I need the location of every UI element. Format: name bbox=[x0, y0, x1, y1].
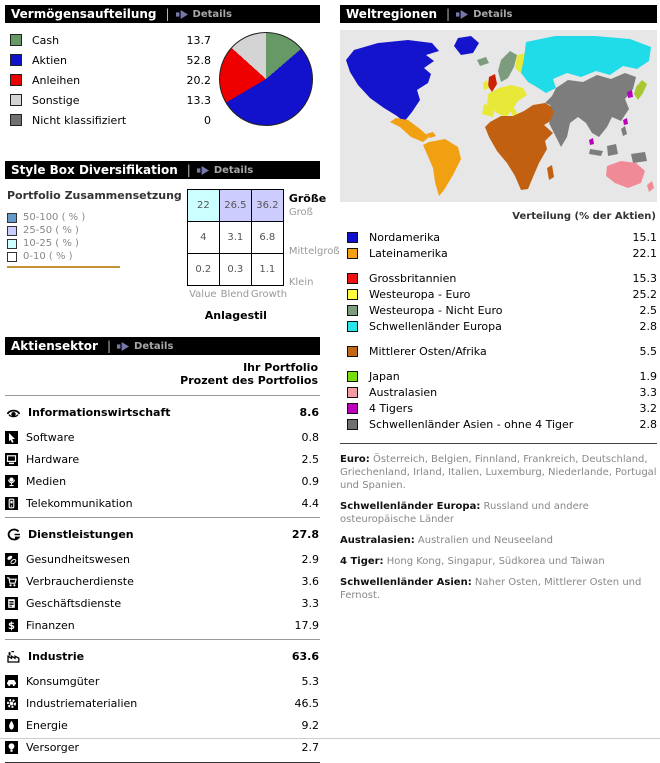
table-row bbox=[5, 426, 320, 448]
footnote-text: Naher Osten, Mittlerer Osten und Fernost. bbox=[340, 577, 642, 601]
divider bbox=[5, 517, 320, 518]
equity-sector-section bbox=[5, 337, 320, 763]
right-column bbox=[340, 5, 657, 610]
region-value: 1.9 bbox=[639, 369, 657, 383]
list-item bbox=[340, 343, 657, 359]
list-item bbox=[5, 50, 211, 70]
svg-text:$: $ bbox=[8, 620, 15, 632]
sector-details-link[interactable]: Details bbox=[117, 341, 173, 352]
footnote bbox=[340, 555, 657, 568]
sector-label: Medien bbox=[26, 474, 67, 488]
size-label-large: Groß bbox=[288, 207, 313, 218]
sector-label: Hardware bbox=[26, 452, 80, 466]
world-map bbox=[340, 30, 657, 202]
color-swatch bbox=[347, 403, 358, 414]
region-label: Nordamerika bbox=[369, 230, 440, 244]
size-label-small: Klein bbox=[288, 277, 314, 288]
table-row bbox=[5, 470, 320, 492]
asset-allocation-header bbox=[5, 5, 320, 23]
sector-group-value: 27.8 bbox=[291, 528, 319, 541]
region-legend-group bbox=[340, 229, 657, 261]
world-map-container bbox=[340, 30, 657, 205]
energy-icon bbox=[5, 719, 18, 732]
color-swatch bbox=[347, 273, 358, 284]
asset-value: 13.7 bbox=[186, 33, 211, 47]
style-box-cell: 3.1 bbox=[219, 222, 251, 254]
style-axis-labels bbox=[187, 289, 288, 300]
list-item bbox=[340, 384, 657, 400]
color-swatch bbox=[347, 248, 358, 259]
healthcare-icon bbox=[5, 553, 18, 566]
footnote bbox=[340, 500, 657, 526]
sector-group-label: Informationswirtschaft bbox=[28, 406, 171, 419]
business-services-icon bbox=[5, 597, 18, 610]
sector-label: Gesundheitswesen bbox=[26, 552, 131, 566]
list-item bbox=[340, 229, 657, 245]
color-swatch bbox=[10, 54, 22, 66]
asset-details-link[interactable]: Details bbox=[176, 9, 232, 20]
style-box-grid bbox=[187, 189, 340, 322]
footnote bbox=[340, 576, 657, 602]
color-swatch bbox=[347, 371, 358, 382]
footnote-term: Euro: bbox=[340, 454, 370, 465]
footnote-text: Australien und Neuseeland bbox=[417, 535, 553, 546]
region-value: 15.1 bbox=[632, 230, 657, 244]
region-label: Westeuropa - Euro bbox=[369, 287, 471, 301]
style-box-header bbox=[5, 161, 320, 179]
list-item bbox=[7, 211, 187, 224]
media-icon bbox=[5, 475, 18, 488]
style-box-cell: 1.1 bbox=[251, 254, 283, 286]
sector-value: 46.5 bbox=[294, 696, 319, 710]
software-icon bbox=[5, 431, 18, 444]
footnote-term: Schwellenländer Asien: bbox=[340, 577, 472, 588]
separator: | bbox=[446, 7, 451, 21]
details-arrow-icon bbox=[176, 10, 189, 19]
industrial-materials-icon bbox=[5, 697, 18, 710]
details-arrow-icon bbox=[456, 10, 469, 19]
sector-group-label: Dienstleistungen bbox=[28, 528, 134, 541]
list-item bbox=[5, 30, 211, 50]
region-label: Schwellenländer Asien - ohne 4 Tiger bbox=[369, 417, 574, 431]
table-row bbox=[5, 570, 320, 592]
sector-label: Verbraucherdienste bbox=[26, 574, 134, 588]
style-box-cell: 22 bbox=[187, 190, 219, 222]
asset-label: Nicht klassifiziert bbox=[32, 113, 127, 127]
color-swatch bbox=[10, 94, 22, 106]
section-title: Weltregionen bbox=[346, 7, 438, 21]
legend-label: 10-25 ( % ) bbox=[23, 238, 79, 249]
divider bbox=[340, 443, 657, 444]
list-item bbox=[7, 250, 187, 263]
table-row bbox=[5, 736, 320, 758]
region-label: 4 Tigers bbox=[369, 401, 413, 415]
footnote-text: Hong Kong, Singapur, Südkorea und Taiwan bbox=[386, 556, 605, 567]
list-item bbox=[340, 270, 657, 286]
sector-label: Industriematerialien bbox=[26, 696, 138, 710]
pie-chart-area bbox=[211, 30, 320, 130]
details-arrow-icon bbox=[197, 166, 210, 175]
style-box-body bbox=[5, 179, 340, 322]
asset-legend bbox=[5, 30, 211, 130]
style-label-growth: Growth bbox=[250, 289, 288, 300]
divider bbox=[5, 395, 320, 396]
color-swatch bbox=[347, 321, 358, 332]
sector-value: 4.4 bbox=[301, 496, 319, 510]
style-label-blend: Blend bbox=[220, 289, 250, 300]
asset-value: 52.8 bbox=[186, 53, 211, 67]
footnote-term: Schwellenländer Europa: bbox=[340, 501, 481, 512]
table-row bbox=[5, 670, 320, 692]
region-label: Lateinamerika bbox=[369, 246, 448, 260]
sector-label: Versorger bbox=[26, 740, 80, 754]
sector-label: Finanzen bbox=[26, 618, 75, 632]
sector-label: Geschäftsdienste bbox=[26, 596, 122, 610]
services-icon bbox=[5, 527, 22, 542]
table-row bbox=[5, 714, 320, 736]
list-item bbox=[5, 110, 211, 130]
list-item bbox=[7, 224, 187, 237]
sector-value: 2.7 bbox=[301, 740, 319, 754]
color-swatch bbox=[347, 232, 358, 243]
color-swatch bbox=[7, 239, 17, 249]
left-column bbox=[5, 5, 340, 763]
color-swatch bbox=[7, 226, 17, 236]
section-title: Aktiensektor bbox=[11, 339, 98, 353]
footnote bbox=[340, 534, 657, 547]
style-label-value: Value bbox=[189, 289, 217, 300]
legend-label: 25-50 ( % ) bbox=[23, 225, 79, 236]
region-value: 5.5 bbox=[639, 344, 657, 358]
telecom-icon bbox=[5, 497, 18, 510]
sector-label: Telekommunikation bbox=[26, 496, 133, 510]
region-label: Grossbritannien bbox=[369, 271, 457, 285]
asset-pie-chart bbox=[219, 32, 313, 126]
region-value: 2.8 bbox=[639, 417, 657, 431]
list-item bbox=[340, 286, 657, 302]
page-bottom-border bbox=[0, 738, 660, 739]
section-title: Style Box Diversifikation bbox=[11, 163, 178, 177]
consumer-goods-icon bbox=[5, 675, 18, 688]
asset-allocation-section bbox=[5, 5, 320, 134]
style-box-cell: 4 bbox=[187, 222, 219, 254]
region-label: Schwellenländer Europa bbox=[369, 319, 502, 333]
list-item bbox=[5, 90, 211, 110]
details-arrow-icon bbox=[117, 342, 130, 351]
region-value: 2.5 bbox=[639, 303, 657, 317]
list-item bbox=[340, 400, 657, 416]
utilities-icon bbox=[5, 741, 18, 754]
world-regions-section bbox=[340, 5, 657, 602]
sector-value: 0.9 bbox=[301, 474, 319, 488]
sector-label: Energie bbox=[26, 718, 68, 732]
asset-allocation-body bbox=[5, 23, 320, 134]
composition-title: Portfolio Zusammensetzung bbox=[7, 189, 182, 202]
asset-value: 13.3 bbox=[186, 93, 211, 107]
footnote-text: Russland und andere osteuropäische Länder bbox=[340, 501, 589, 525]
world-regions-header bbox=[340, 5, 657, 23]
style-box-cell: 36.2 bbox=[251, 190, 283, 222]
table-row bbox=[5, 548, 320, 570]
region-value: 22.1 bbox=[632, 246, 657, 260]
distribution-label: Verteilung (% der Aktien) bbox=[512, 211, 656, 222]
sector-value: 2.5 bbox=[301, 452, 319, 466]
table-row bbox=[5, 692, 320, 714]
region-label: Japan bbox=[369, 369, 400, 383]
sector-group-label: Industrie bbox=[28, 650, 85, 663]
region-label: Westeuropa - Nicht Euro bbox=[369, 303, 503, 317]
asset-value: 0 bbox=[204, 113, 211, 127]
footnote-text: Österreich, Belgien, Finnland, Frankreich, Deutschland, Griechenland, Irland, Italien, Luxemburg, Niederlande, Portugal und Spanien. bbox=[340, 454, 657, 491]
size-label-mid: Mittelgroß bbox=[288, 246, 340, 257]
legend-label: 0-10 ( % ) bbox=[23, 251, 73, 262]
color-swatch bbox=[7, 252, 17, 262]
color-swatch bbox=[347, 419, 358, 430]
list-item bbox=[5, 70, 211, 90]
separator: | bbox=[186, 163, 191, 177]
footnote-term: 4 Tiger: bbox=[340, 556, 384, 567]
divider bbox=[5, 639, 320, 640]
separator: | bbox=[106, 339, 112, 353]
color-swatch bbox=[7, 213, 17, 223]
table-row bbox=[5, 614, 320, 636]
sector-value: 2.9 bbox=[301, 552, 319, 566]
asset-value: 20.2 bbox=[186, 73, 211, 87]
list-item bbox=[7, 237, 187, 250]
sector-label: Konsumgüter bbox=[26, 674, 100, 688]
list-item bbox=[340, 245, 657, 261]
style-box-cell: 26.5 bbox=[219, 190, 251, 222]
hardware-icon bbox=[5, 453, 18, 466]
sector-label: Software bbox=[26, 430, 75, 444]
color-swatch bbox=[10, 74, 22, 86]
region-value: 2.8 bbox=[639, 319, 657, 333]
sector-value: 3.6 bbox=[301, 574, 319, 588]
finance-icon bbox=[5, 619, 18, 632]
sector-group-row bbox=[5, 399, 320, 426]
sector-group-row bbox=[5, 643, 320, 670]
list-item bbox=[340, 302, 657, 318]
sector-group-value: 63.6 bbox=[291, 650, 319, 663]
asset-label: Cash bbox=[32, 33, 60, 47]
size-axis-title: Größe bbox=[288, 192, 327, 205]
col-header-line2: Prozent des Portfolios bbox=[180, 374, 318, 387]
region-label: Mittlerer Osten/Afrika bbox=[369, 344, 487, 358]
consumer-services-icon bbox=[5, 575, 18, 588]
region-legend-group bbox=[340, 368, 657, 432]
color-swatch bbox=[10, 34, 22, 46]
info-economy-icon bbox=[5, 405, 22, 420]
region-value: 25.2 bbox=[632, 287, 657, 301]
style-axis-title: Anlagestil bbox=[204, 309, 267, 322]
sector-value: 9.2 bbox=[301, 718, 319, 732]
table-row bbox=[5, 492, 320, 514]
gold-underline bbox=[7, 266, 120, 268]
section-title: Vermögensaufteilung bbox=[11, 7, 157, 21]
col-header-line1: Ihr Portfolio bbox=[243, 361, 318, 374]
region-value: 3.3 bbox=[639, 385, 657, 399]
portfolio-composition-legend bbox=[7, 189, 187, 322]
style-box-cell: 6.8 bbox=[251, 222, 283, 254]
style-box-section bbox=[5, 161, 340, 322]
sector-value: 5.3 bbox=[301, 674, 319, 688]
color-swatch bbox=[347, 387, 358, 398]
style-box-table bbox=[187, 189, 284, 286]
equity-sector-header bbox=[5, 337, 320, 355]
region-value: 15.3 bbox=[632, 271, 657, 285]
color-swatch bbox=[347, 305, 358, 316]
footnote bbox=[340, 453, 657, 492]
style-box-cell: 0.3 bbox=[219, 254, 251, 286]
industry-icon bbox=[5, 649, 22, 664]
table-row bbox=[5, 592, 320, 614]
color-swatch bbox=[10, 114, 22, 126]
sector-group-value: 8.6 bbox=[299, 406, 319, 419]
legend-label: 50-100 ( % ) bbox=[23, 212, 86, 223]
world-regions-details-link[interactable]: Details bbox=[456, 9, 512, 20]
asset-label: Aktien bbox=[32, 53, 68, 67]
region-value: 3.2 bbox=[639, 401, 657, 415]
asset-label: Anleihen bbox=[32, 73, 81, 87]
region-legend-group bbox=[340, 270, 657, 334]
sector-group-row bbox=[5, 521, 320, 548]
sector-value: 17.9 bbox=[294, 618, 319, 632]
separator: | bbox=[165, 7, 170, 21]
sector-value: 0.8 bbox=[301, 430, 319, 444]
color-swatch bbox=[347, 346, 358, 357]
style-box-cell: 0.2 bbox=[187, 254, 219, 286]
asset-label: Sonstige bbox=[32, 93, 80, 107]
color-swatch bbox=[347, 289, 358, 300]
region-legend-group bbox=[340, 343, 657, 359]
sector-column-header bbox=[5, 355, 320, 392]
list-item bbox=[340, 416, 657, 432]
style-box-details-link[interactable]: Details bbox=[197, 165, 253, 176]
region-label: Australasien bbox=[369, 385, 438, 399]
sector-value: 3.3 bbox=[301, 596, 319, 610]
table-row bbox=[5, 448, 320, 470]
footnote-term: Australasien: bbox=[340, 535, 415, 546]
list-item bbox=[340, 318, 657, 334]
list-item bbox=[340, 368, 657, 384]
